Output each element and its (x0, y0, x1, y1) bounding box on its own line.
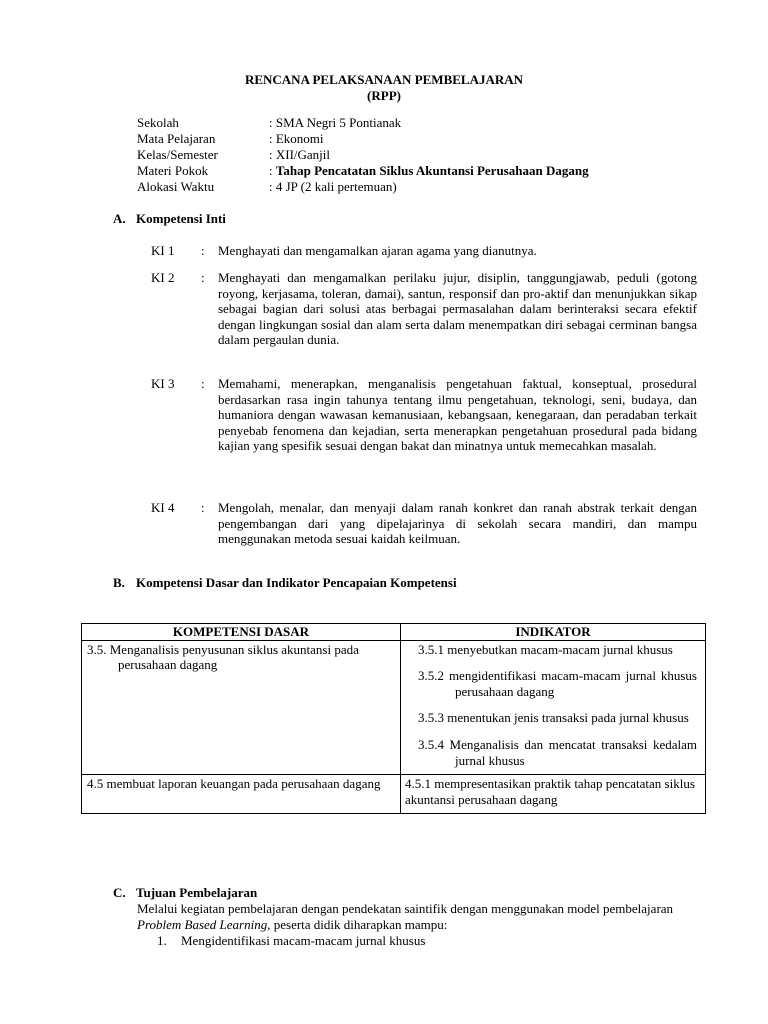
section-letter: C. (113, 885, 126, 900)
indicator-item: 3.5.2 mengidentifikasi macam-macam jurnal khusus perusahaan dagang (418, 668, 697, 699)
ki-colon: : (201, 243, 205, 258)
ki-code: KI 2 (151, 270, 175, 285)
indicator-item: 3.5.3 menentukan jenis transaksi pada jurnal khusus (418, 710, 689, 726)
identity-label: Mata Pelajaran (137, 131, 216, 146)
learning-objectives (137, 901, 702, 949)
identity-row-school (137, 115, 697, 131)
identity-value: : 4 JP (2 kali pertemuan) (269, 179, 397, 194)
section-a-heading (113, 211, 226, 227)
identity-row-time (137, 179, 697, 195)
identity-row-topic (137, 163, 697, 179)
identity-label: Alokasi Waktu (137, 179, 215, 194)
table-header-indikator: INDIKATOR (401, 624, 706, 641)
kd-text: 4.5 membuat laporan keuangan pada perusahaan dagang (87, 776, 381, 792)
ki-colon: : (201, 270, 205, 285)
list-text: Mengidentifikasi macam-macam jurnal khusus (181, 933, 426, 948)
objectives-intro (137, 901, 702, 933)
section-title: Kompetensi Inti (136, 211, 226, 226)
ki-colon: : (201, 376, 205, 391)
intro-text: Melalui kegiatan pembelajaran dengan pendekatan saintifik dengan menggunakan model pembelajaran (137, 901, 674, 916)
identity-value-prefix: : (269, 163, 276, 178)
section-letter: A. (113, 211, 126, 226)
document-subtitle: (RPP) (367, 88, 401, 103)
indicator-item: 4.5.1 mempresentasikan praktik tahap pencatatan siklus akuntansi perusahaan dagang (405, 776, 695, 807)
intro-text-end: peserta didik diharapkan mampu: (270, 917, 448, 932)
indicator-item: 3.5.4 Menganalisis dan mencatat transaksi kedalam jurnal khusus (418, 736, 697, 768)
list-number: 1. (157, 933, 167, 948)
kd-text: 3.5. Menganalisis penyusunan siklus akuntansi pada perusahaan dagang (87, 641, 359, 673)
ki-code: KI 1 (151, 243, 175, 258)
table-row (82, 775, 706, 814)
identity-label: Materi Pokok (137, 163, 209, 178)
ki-text: Menghayati dan mengamalkan ajaran agama yang dianutnya. (218, 243, 537, 258)
ki-text: Memahami, menerapkan, menganalisis pengetahuan faktual, konseptual, prosedural berdasarkan rasa ingin tahunya tentang ilmu pengetahuan, teknologi, seni, budaya, dan humaniora dengan wawasan kemanusiaan, kebangsaan, kenegaraan, dan peradaban terkait penyebab fenomena dan kejadian, serta menerapkan pengetahuan prosedural pada bidang kajian yang spesifik sesuai dengan bakat dan minatnya untuk memecahkan masalah. (218, 376, 697, 454)
section-letter: B. (113, 575, 125, 590)
section-c-heading (113, 885, 257, 901)
identity-value-bold: Tahap Pencatatan Siklus Akuntansi Perusahaan Dagang (275, 163, 589, 178)
ki-colon: : (201, 500, 205, 515)
identity-value: : Ekonomi (269, 131, 324, 146)
identity-label: Kelas/Semester (137, 147, 218, 162)
table-cell-indikator (401, 775, 706, 814)
table-cell-kd (82, 640, 401, 775)
ki-code: KI 3 (151, 376, 175, 391)
table-cell-kd (82, 775, 401, 814)
table-header-row (82, 624, 706, 641)
identity-row-class (137, 147, 697, 163)
section-title: Tujuan Pembelajaran (136, 885, 258, 900)
ki-text: Mengolah, menalar, dan menyaji dalam ranah konkret dan ranah abstrak terkait dengan pengembangan dari yang dipelajarinya di sekolah secara mandiri, dan mampu menggunakan metoda sesuai kaidah keilmuan. (218, 500, 697, 547)
table-header-kd: KOMPETENSI DASAR (82, 624, 401, 641)
ki-code: KI 4 (151, 500, 175, 515)
intro-model: Problem Based Learning, (137, 917, 271, 932)
identity-label: Sekolah (137, 115, 179, 130)
indicator-item: 3.5.1 menyebutkan macam-macam jurnal khusus (418, 641, 673, 657)
identity-value: : XII/Ganjil (269, 147, 331, 162)
section-b-heading (113, 575, 457, 591)
identity-row-subject (137, 131, 697, 147)
list-item (157, 933, 702, 949)
table-row (82, 640, 706, 775)
document-title: RENCANA PELAKSANAAN PEMBELAJARAN (244, 72, 524, 87)
table-cell-indikator (401, 640, 706, 775)
competency-table (81, 623, 706, 814)
section-title: Kompetensi Dasar dan Indikator Pencapaian Kompetensi (136, 575, 457, 590)
identity-value: : SMA Negri 5 Pontianak (269, 115, 402, 130)
objectives-list (137, 933, 702, 949)
identity-value (269, 163, 589, 179)
ki-text: Menghayati dan mengamalkan perilaku jujur, disiplin, tanggungjawab, peduli (gotong royong, kerjasama, toleran, damai), santun, responsif dan pro-aktif dan menunjukkan sikap sebagai bagian dari solusi atas berbagai permasalahan dalam berinteraksi secara efektif dengan lingkungan sosial dan alam serta dalam menempatkan diri sebagai cerminan bangsa dalam pergaulan dunia. (218, 270, 697, 348)
